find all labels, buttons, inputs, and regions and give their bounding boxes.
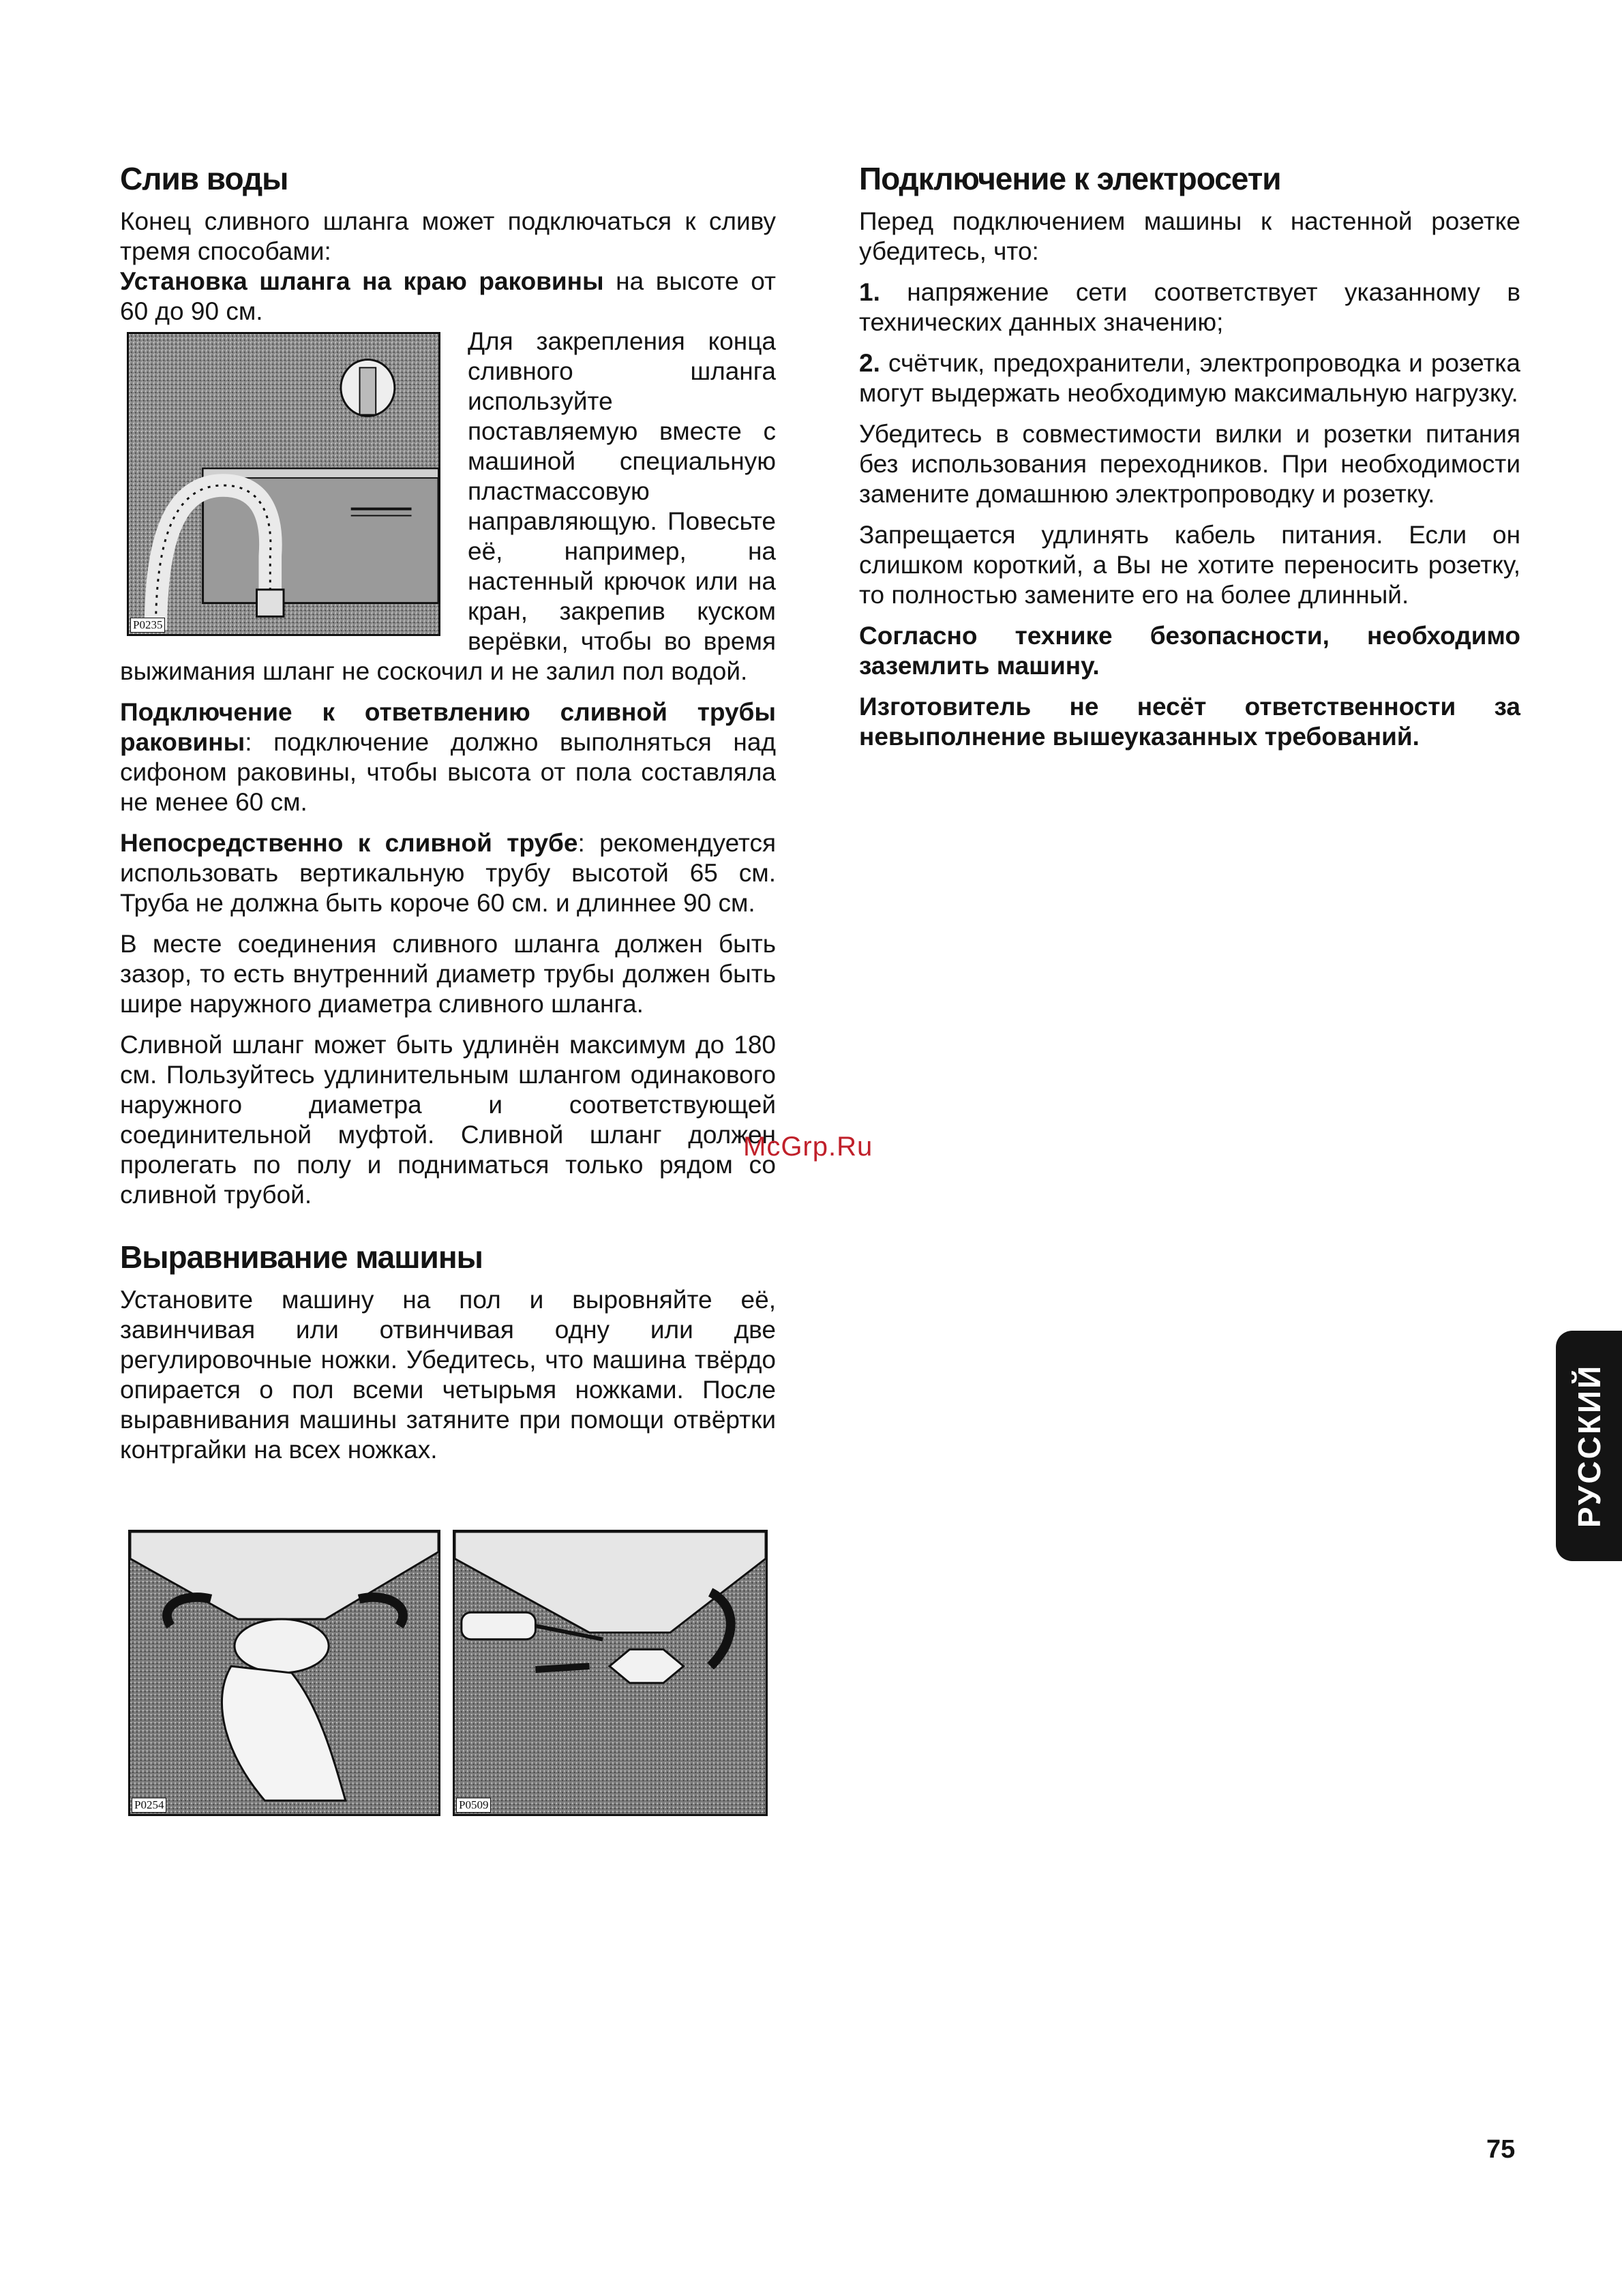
sink-edge-heading <box>120 267 776 327</box>
branch-text: : подключение должно выполняться над сифоном раковины, чтобы высота от пола составляла не менее 60 см. <box>120 728 776 816</box>
watermark: McGrp.Ru <box>743 1132 873 1162</box>
cable-paragraph: Запрещается удлинять кабель питания. Если он слишком короткий, а Вы не хотите переносить розетку, то полностью замените его на более длинный. <box>859 521 1520 609</box>
item-number: 1. <box>859 278 880 306</box>
item-text: счётчик, предохранители, электропроводка и розетка могут выдержать необходимую максимальную нагрузку. <box>859 349 1520 407</box>
sink-edge-height: на высоте от 60 до 90 см. <box>120 267 776 325</box>
drain-intro: Конец сливного шланга может подключаться к сливу тремя способами: <box>120 207 776 265</box>
language-tab <box>1556 1331 1622 1561</box>
electrical-heading: Подключение к электросети <box>859 161 1281 196</box>
item-text: напряжение сети соответствует указанному в технических данных значению; <box>859 278 1520 336</box>
figure-code: P0254 <box>132 1798 166 1813</box>
gap-paragraph: В месте соединения сливного шланга должен быть зазор, то есть внутренний диаметр трубы должен быть шире наружного диаметра сливного шланга. <box>120 930 776 1018</box>
sink-edge-description: Для закрепления конца сливного шланга используйте поставляемую вместе с машиной специальную пластмассовую направляющую. Повесьте её, например, на настенный крючок или на кран, закрепив куском верёвки, чтобы во время выжимания шланг не соскочил и не залил пол водой. <box>120 327 776 685</box>
locknut-tighten-illustration <box>453 1530 768 1816</box>
check-item-1 <box>859 277 1520 337</box>
pipe-bold: Непосредственно к сливной трубе <box>120 829 578 857</box>
electrical-intro: Перед подключением машины к настенной розетке убедитесь, что: <box>859 207 1520 265</box>
figure-code: P0509 <box>456 1798 491 1813</box>
liability-bold: Изготовитель не несёт ответственности за невыполнение вышеуказанных требований. <box>859 693 1520 751</box>
foot-adjust-illustration <box>128 1530 440 1816</box>
branch-paragraph <box>120 697 776 817</box>
grounding-bold: Согласно технике безопасности, необходимо заземлить машину. <box>859 622 1520 680</box>
grounding-warning <box>859 621 1520 681</box>
pipe-paragraph <box>120 828 776 918</box>
item-number: 2. <box>859 349 880 377</box>
language-tab-label: РУССКИЙ <box>1571 1363 1607 1528</box>
hose-guide-illustration <box>127 332 440 636</box>
drain-heading: Слив воды <box>120 161 288 196</box>
leveling-heading: Выравнивание машины <box>120 1239 483 1275</box>
branch-bold: Подключение к ответвлению сливной трубы раковины <box>120 698 776 756</box>
socket-paragraph: Убедитесь в совместимости вилки и розетки питания без использования переходников. При необходимости замените домашнюю электропроводку и розетку. <box>859 420 1520 508</box>
figure-code: P0235 <box>130 618 165 633</box>
liability-notice <box>859 692 1520 752</box>
extend-paragraph: Сливной шланг может быть удлинён максимум до 180 см. Пользуйтесь удлинительным шлангом одинакового наружного диаметра и соответствующей соединительной муфтой. Сливной шланг должен пролегать по полу и подниматься только рядом со сливной трубой. <box>120 1031 776 1209</box>
left-column <box>120 160 776 1476</box>
leveling-paragraph: Установите машину на пол и выровняйте её, завинчивая или отвинчивая одну или две регулировочные ножки. Убедитесь, что машина твёрдо опирается о пол всеми четырьмя ножками. После выравнивания машины затяните при помощи отвёртки контргайки на всех ножках. <box>120 1286 776 1464</box>
pipe-text: : рекомендуется использовать вертикальную трубу высотой 65 см. Труба не должна быть короче 60 см. и длиннее 90 см. <box>120 829 777 917</box>
page-number: 75 <box>1486 2135 1516 2164</box>
right-column <box>859 160 1520 763</box>
sink-edge-bold: Установка шланга на краю раковины <box>120 267 604 295</box>
check-item-2 <box>859 348 1520 408</box>
